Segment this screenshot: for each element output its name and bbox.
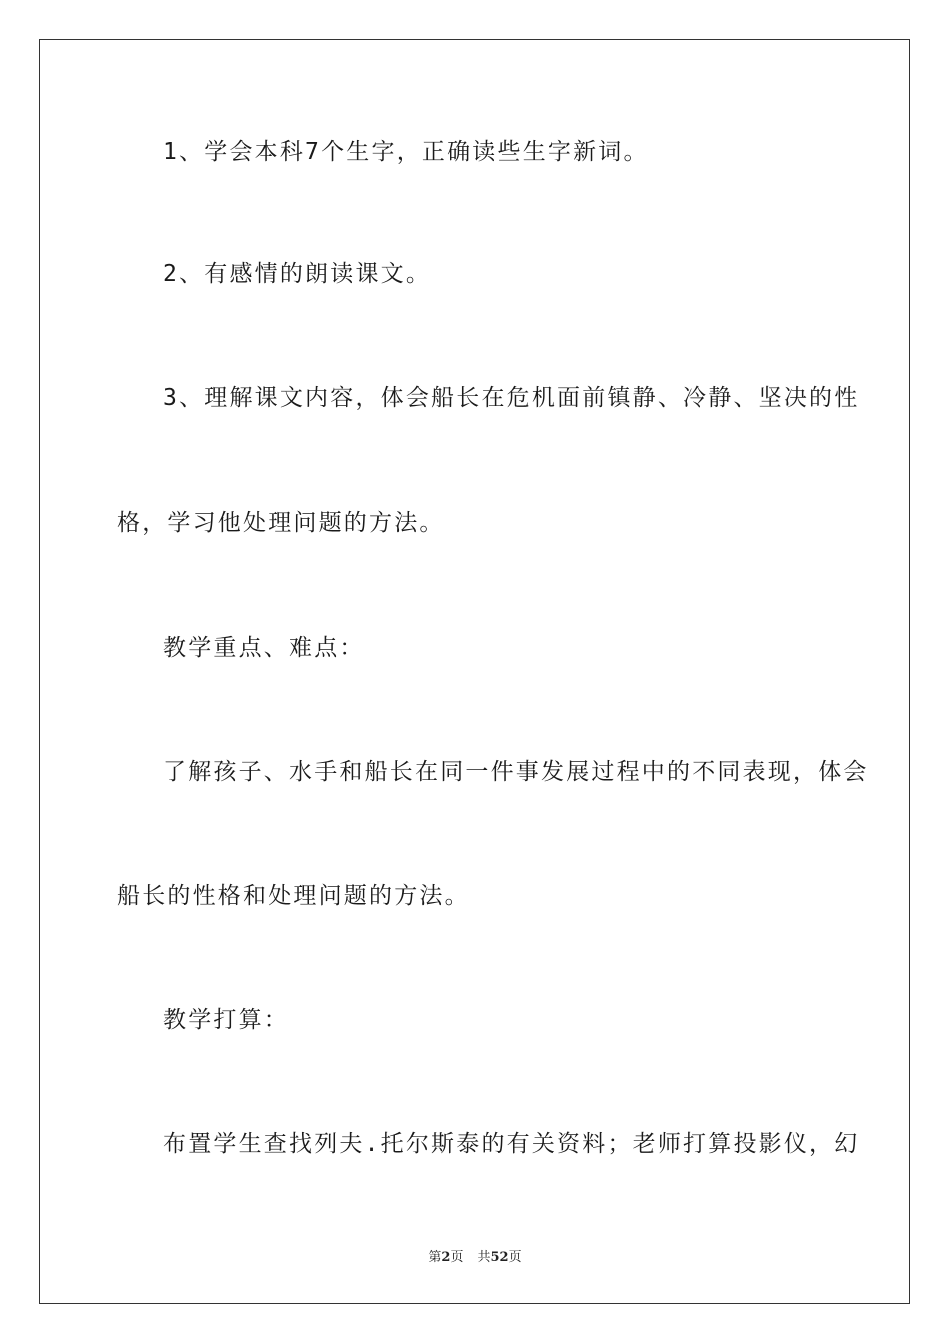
preparation-heading: 教学打算：: [163, 1007, 289, 1033]
page-suffix: 页: [450, 1250, 464, 1265]
objective-3-line-1: 3、理解课文内容，体会船长在危机面前镇静、冷静、坚决的性: [163, 385, 860, 411]
page-prefix: 第: [428, 1250, 442, 1265]
key-points-heading: 教学重点、难点：: [163, 635, 365, 661]
page-border: [39, 39, 910, 1304]
key-points-line-1: 了解孩子、水手和船长在同一件事发展过程中的不同表现，体会: [163, 759, 869, 785]
objective-1: 1、学会本科7个生字，正确读些生字新词。: [163, 139, 649, 165]
total-pages: 52: [490, 1250, 509, 1265]
key-points-line-2: 船长的性格和处理问题的方法。: [117, 883, 470, 909]
objective-3-line-2: 格，学习他处理问题的方法。: [117, 510, 445, 536]
page-footer: [0, 1246, 950, 1265]
objective-2: 2、有感情的朗读课文。: [163, 261, 432, 287]
page-number: 2: [441, 1250, 451, 1265]
preparation-line-1: 布置学生查找列夫.托尔斯泰的有关资料；老师打算投影仪，幻: [163, 1131, 860, 1157]
total-suffix: 页: [508, 1250, 522, 1265]
total-prefix: 共: [477, 1250, 491, 1265]
